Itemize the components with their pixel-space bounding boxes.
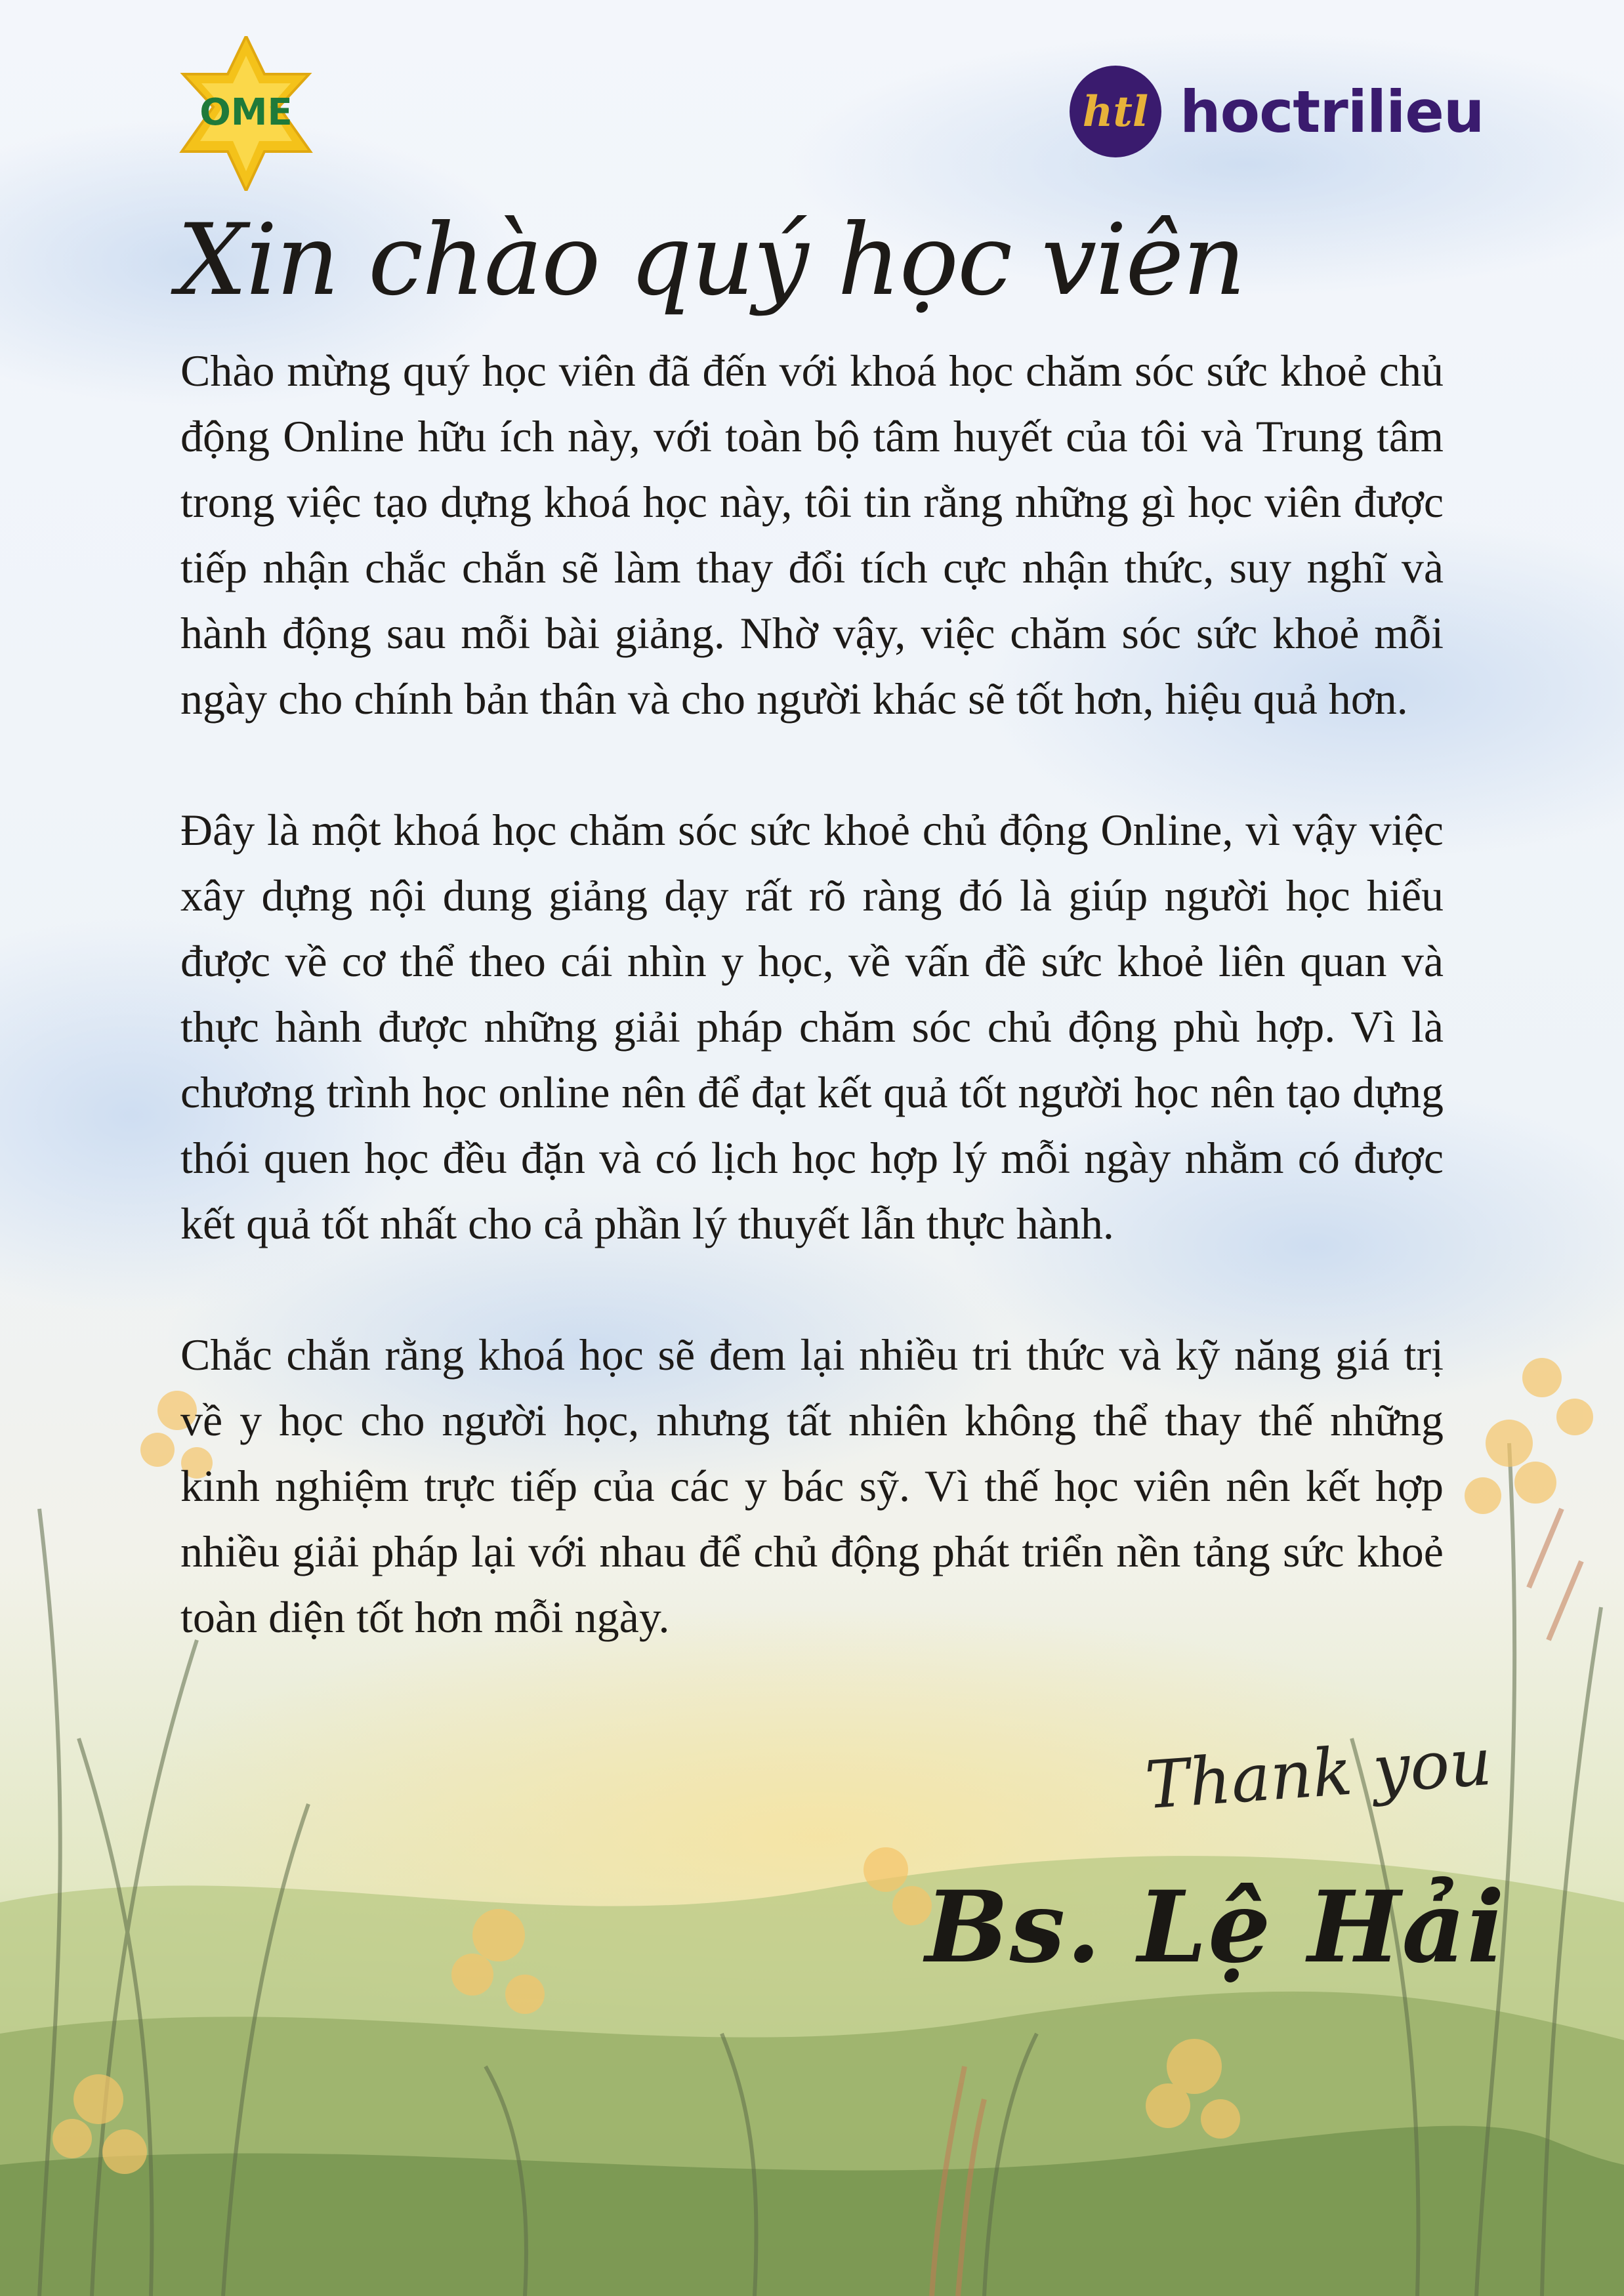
paragraph: Chào mừng quý học viên đã đến với khoá học chăm sóc sức khoẻ chủ động Online hữu ích này, với toàn bộ tâm huyết của tôi và Trung tâm trong việc tạo dựng khoá học này, tôi tin rằng những gì học viên được tiếp nhận chắc chắn sẽ làm thay đổi tích cực nhận thức, suy nghĩ và hành động sau mỗi bài giảng. Nhờ vậy, việc chăm sóc sức khoẻ mỗi ngày cho chính bản thân và cho người khác sẽ tốt hơn, hiệu quả hơn.: [180, 346, 1444, 724]
letter-body: [180, 338, 1444, 1715]
paragraph: Chắc chắn rằng khoá học sẽ đem lại nhiều tri thức và kỹ năng giá trị về y học cho người học, nhưng tất nhiên không thể thay thế những kinh nghiệm trực tiếp của các y bác sỹ. Vì thế học viên nên kết hợp nhiều giải pháp lại với nhau để chủ động phát triển nền tảng sức khoẻ toàn diện tốt hơn mỗi ngày.: [180, 1330, 1444, 1642]
ome-logo-text: OME: [199, 91, 293, 134]
signature: Bs. Lệ Hải: [925, 1870, 1506, 1985]
hoctrilieu-logo: [1070, 66, 1484, 157]
ome-star-logo: [174, 36, 318, 191]
htl-mark-icon: htl: [1070, 66, 1161, 157]
paragraph: Đây là một khoá học chăm sóc sức khoẻ chủ động Online, vì vậy việc xây dựng nội dung giảng dạy rất rõ ràng đó là giúp người học hiểu được về cơ thể theo cái nhìn y học, về vấn đề sức khoẻ liên quan và thực hành được những giải pháp chăm sóc chủ động phù hợp. Vì là chương trình học online nên để đạt kết quả tốt người học nên tạo dựng thói quen học đều đặn và có lịch học hợp lý mỗi ngày nhằm có được kết quả tốt nhất cho cả phần lý thuyết lẫn thực hành.: [180, 805, 1444, 1248]
hoctrilieu-wordmark: hoctrilieu: [1180, 77, 1484, 146]
closing-thank-you: Thank you: [1142, 1723, 1495, 1824]
greeting-heading: Xin chào quý học viên: [177, 203, 1245, 318]
